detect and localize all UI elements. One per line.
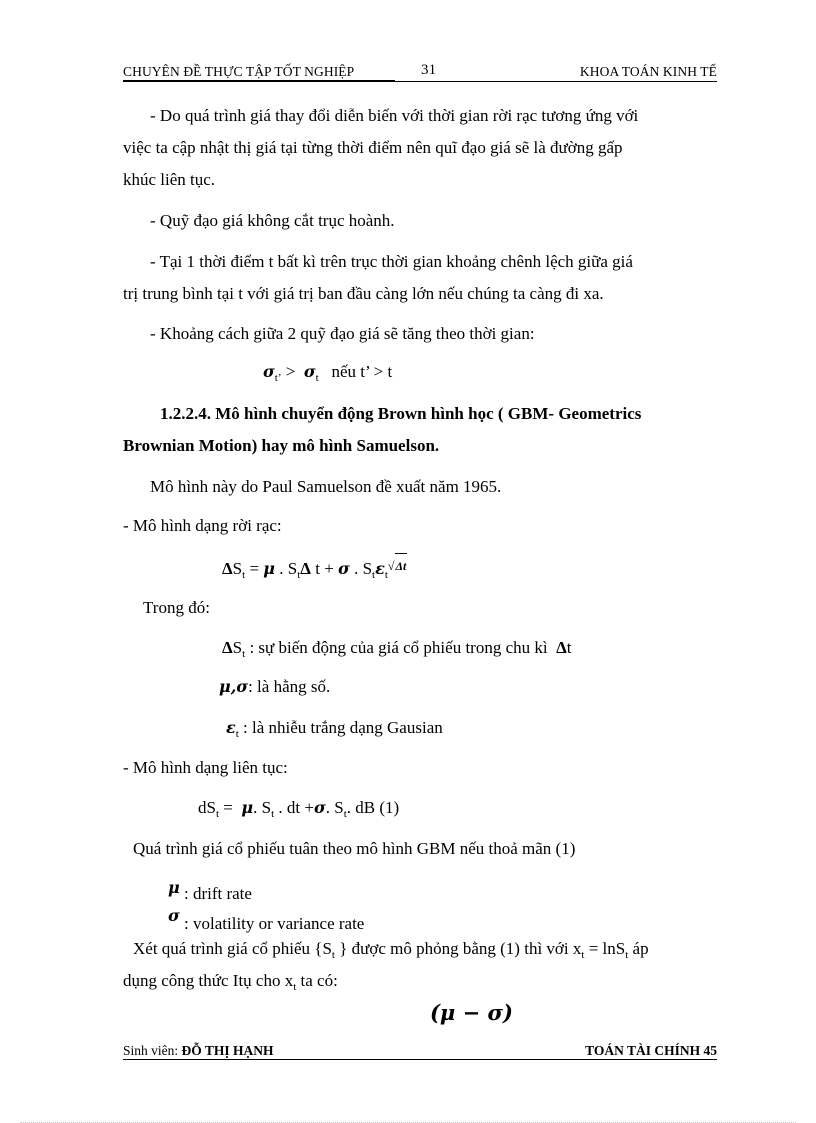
header-left: CHUYÊN ĐỀ THỰC TẬP TỐT NGHIỆP	[123, 64, 355, 79]
discrete-formula	[222, 553, 407, 587]
subscript: t	[242, 648, 246, 660]
definition-mu-sigma	[219, 675, 330, 699]
bullet-1-line-3: khúc liên tục.	[123, 170, 216, 189]
mu-sigma-symbol: μ,σ	[219, 677, 249, 696]
subscript: t	[581, 949, 585, 961]
gbm-condition-line: Quá trình giá cổ phiếu tuân theo mô hình GBM nếu thoả mãn (1)	[133, 839, 576, 858]
volatility-text: : volatility or variance rate	[184, 914, 365, 933]
subscript: t’	[274, 372, 282, 384]
subscript: t	[315, 372, 319, 384]
student-name: ĐỖ THỊ HẠNH	[181, 1043, 274, 1058]
var-s: S	[232, 559, 243, 578]
db-label: . dB (1)	[346, 798, 400, 817]
page-number: 31	[421, 62, 437, 78]
mu-minus-sigma-formula	[430, 998, 513, 1028]
definition-epsilon	[226, 716, 443, 746]
delta-symbol: Δ	[222, 638, 233, 657]
inequality-condition: nếu t’ > t	[331, 362, 393, 381]
page-footer	[123, 1043, 717, 1063]
student-label: Sinh viên:	[123, 1043, 179, 1058]
dot-s: . S	[275, 559, 298, 578]
subscript: t	[242, 569, 246, 581]
discrete-model-label: - Mô hình dạng rời rạc:	[123, 516, 282, 535]
epsilon-symbol: ε	[226, 718, 236, 737]
sigma-symbol: σ	[313, 798, 326, 817]
t-plus: t +	[310, 559, 339, 578]
footer-student	[123, 1043, 274, 1059]
subscript: t	[331, 949, 335, 961]
dot-s: . S	[253, 798, 272, 817]
equals: =	[245, 559, 264, 578]
trong-do-label: Trong đó:	[143, 598, 210, 617]
bullet-2: - Quỹ đạo giá không cắt trục hoành.	[150, 211, 395, 230]
subscript: t	[625, 949, 629, 961]
page-header	[123, 62, 717, 82]
bullet-1-line-1: - Do quá trình giá thay đổi diễn biến với thời gian rời rạc tương ứng với	[150, 106, 639, 125]
footer-right: TOÁN TÀI CHÍNH 45	[585, 1043, 717, 1058]
mu-symbol: μ	[241, 798, 254, 817]
header-right: KHOA TOÁN KINH TẾ	[579, 64, 717, 79]
definition-text: : là hằng số.	[248, 677, 331, 696]
subscript: t	[235, 728, 239, 740]
ito-text: dụng công thức Itụ cho x	[123, 971, 294, 990]
dot-s: . S	[349, 559, 373, 578]
volatility-def	[168, 904, 364, 936]
definition-text: : là nhiễu trắng dạng Gausian	[243, 718, 443, 737]
section-heading-line-1: 1.2.2.4. Mô hình chuyển động Brown hình học ( GBM- Geometrics	[160, 404, 642, 423]
subscript: t	[215, 808, 220, 820]
footer-rule	[123, 1059, 717, 1060]
var-s: S	[232, 638, 243, 657]
continuous-model-label: - Mô hình dạng liên tục:	[123, 758, 288, 777]
intro-paragraph: Mô hình này do Paul Samuelson đề xuất năm 1965.	[150, 477, 502, 496]
subscript: t	[384, 569, 388, 581]
sigma-symbol: σ	[263, 362, 275, 381]
mu-symbol: μ	[263, 559, 276, 578]
bullet-3-line-1: - Tại 1 thời điểm t bất kì trên trục thời gian khoảng chênh lệch giữa giá	[150, 252, 633, 271]
gt-sign: >	[285, 362, 296, 381]
continuous-formula	[198, 796, 399, 826]
mu-symbol: μ	[168, 878, 180, 897]
section-heading-line-2: Brownian Motion) hay mô hình Samuelson.	[123, 436, 440, 455]
sigma-symbol: σ	[338, 559, 350, 578]
bullet-3-line-2: trị trung bình tại t với giá trị ban đầu càng lớn nếu chúng ta càng đi xa.	[123, 284, 604, 303]
definition-delta-s	[222, 636, 572, 666]
delta-symbol: Δ	[556, 638, 567, 657]
sqrt-delta-t: √Δt	[388, 553, 407, 578]
sqrt-argument: Δt	[395, 553, 408, 578]
bullet-4: - Khoảng cách giữa 2 quỹ đạo giá sẽ tăng theo thời gian:	[150, 324, 535, 343]
dot-s: . S	[325, 798, 344, 817]
subscript: t	[293, 981, 297, 993]
subscript: t	[297, 569, 301, 581]
ito-text: = lnS	[584, 939, 626, 958]
subscript: t	[271, 808, 275, 820]
subscript: t	[372, 569, 376, 581]
ito-text: ta có:	[296, 971, 338, 990]
equals: =	[219, 798, 238, 817]
header-rule	[123, 81, 717, 82]
sigma-symbol: σ	[168, 906, 180, 925]
delta-symbol: Δ	[222, 559, 233, 578]
sigma-inequality	[263, 360, 392, 390]
bullet-1-line-2: việc ta cập nhật thị giá tại từng thời điểm nên quĩ đạo giá sẽ là đường gấp	[123, 138, 623, 157]
delta-symbol: Δ	[300, 559, 311, 578]
ds: dS	[198, 798, 216, 817]
drift-text: : drift rate	[183, 884, 252, 903]
ito-line-2	[123, 965, 338, 1003]
epsilon-symbol: ε	[375, 559, 385, 578]
subscript: t	[343, 808, 347, 820]
ito-text: } được mô phỏng bằng (1) thì với x	[334, 939, 582, 958]
definition-text: : sự biến động của giá cổ phiếu trong chu kì	[249, 638, 548, 657]
formula-text: (μ − σ)	[430, 1000, 513, 1025]
sigma-symbol: σ	[303, 362, 316, 381]
ito-text: Xét quá trình giá cổ phiếu {S	[133, 939, 332, 958]
ito-text: áp	[628, 939, 649, 958]
drift-rate-def	[168, 876, 252, 906]
dt-plus: . dt +	[274, 798, 314, 817]
var-t: t	[566, 638, 572, 657]
